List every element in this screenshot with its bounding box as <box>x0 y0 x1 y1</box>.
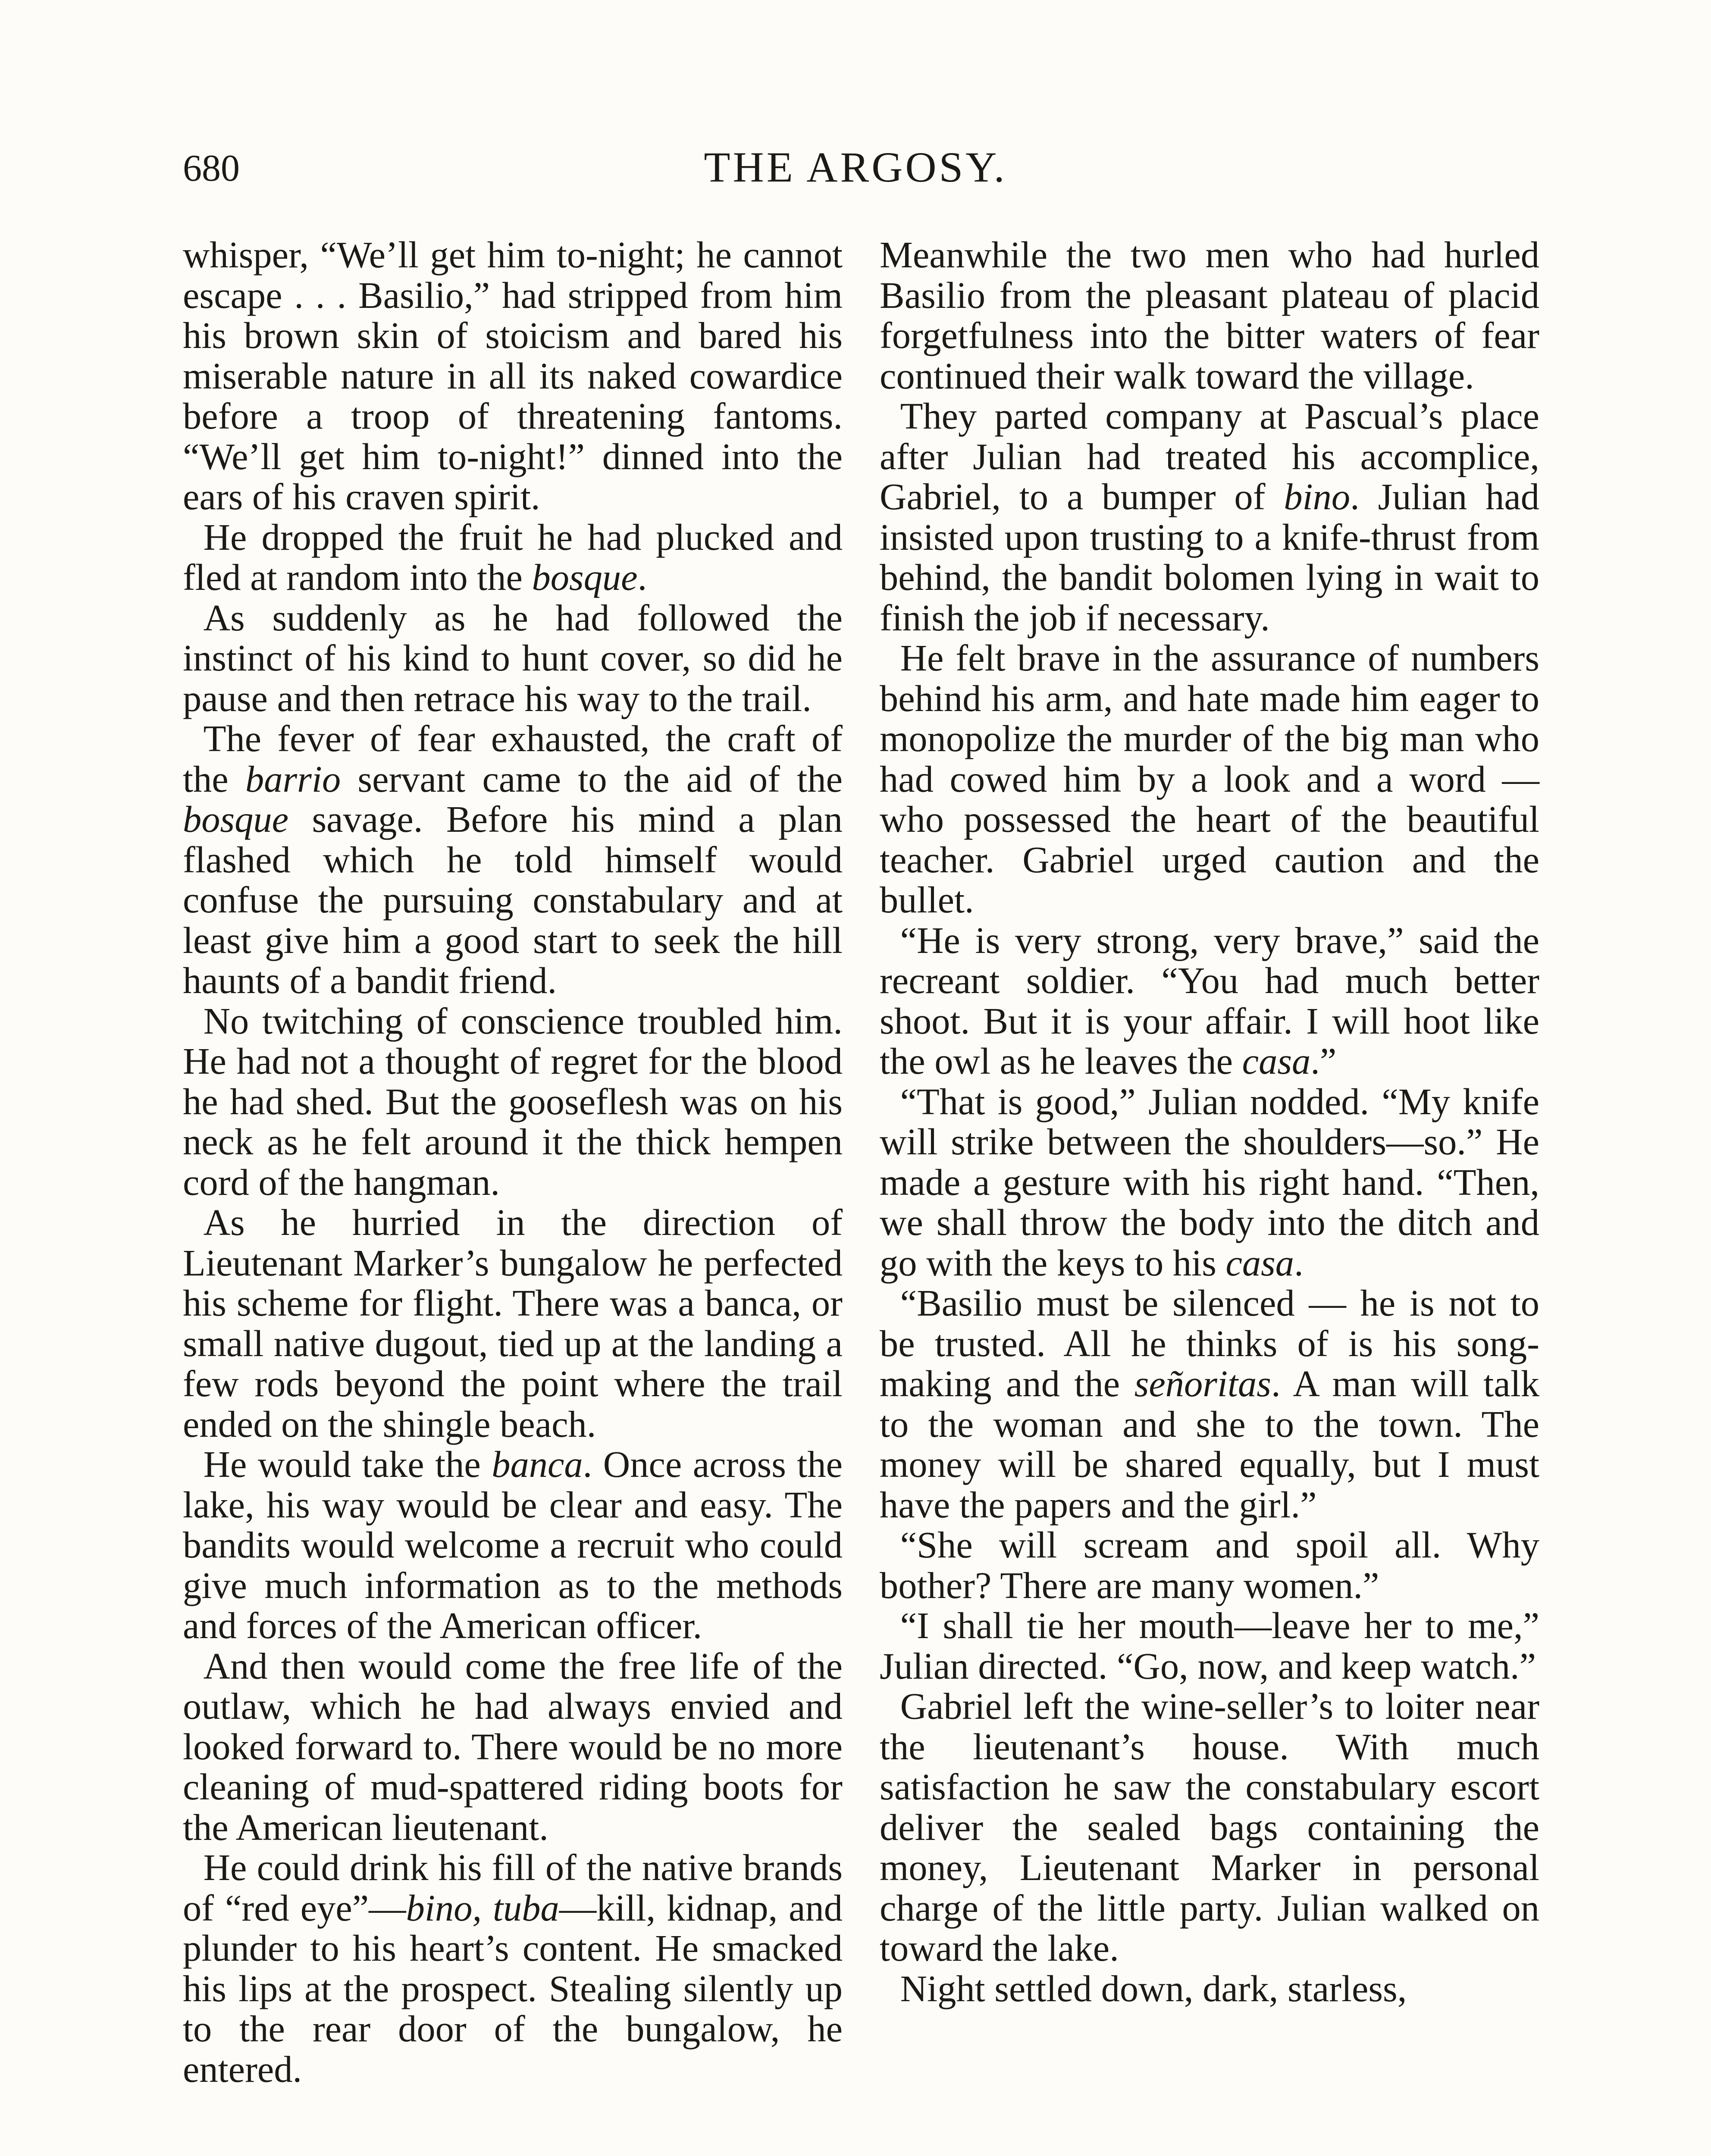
paragraph: He felt brave in the assurance of numbers behind his arm, and hate made him eager to monopolize the murder of the big man who had cowed him by a look and a word — who possessed the heart of the beautiful teacher. Gabriel urged caution and the bullet. <box>880 637 1539 921</box>
paragraph: As suddenly as he had followed the instinct of his kind to hunt cover, so did he pause and then retrace his way to the trail. <box>183 597 843 719</box>
paragraph: Meanwhile the two men who had hurled Basilio from the pleasant plateau of placid forgetfulness into the bitter waters of fear continued their walk toward the village. <box>880 234 1539 397</box>
paragraph: Gabriel left the wine-seller’s to loiter near the lieutenant’s house. With much satisfaction he saw the constabulary escort deliver the sealed bags containing the money, Lieutenant Marker in personal charge of the little party. Julian walked on toward the lake. <box>880 1686 1539 1969</box>
paragraph: “Basilio must be silenced — he is not to be trusted. All he thinks of is his song-making and the señoritas. A man will talk to the woman and she to the town. The money will be shared equally, but I must have the papers and the girl.” <box>880 1282 1539 1526</box>
paragraph: “He is very strong, very brave,” said the recreant soldier. “You had much better shoot. But it is your affair. I will hoot like the owl as he leaves the casa.” <box>880 919 1539 1082</box>
paragraph: No twitching of conscience troubled him. He had not a thought of regret for the blood he had shed. But the gooseflesh was on his neck as he felt around it the thick hempen cord of the hangman. <box>183 1000 843 1203</box>
paragraph: He could drink his fill of the native brands of “red eye”—bino, tuba—kill, kidnap, and plunder to his heart’s content. He smacked his lips at the prospect. Stealing silently up to the rear door of the bungalow, he entered. <box>183 1847 843 2090</box>
running-head: THE ARGOSY. <box>704 143 1007 191</box>
paragraph: The fever of fear exhausted, the craft of the barrio servant came to the aid of the bosque savage. Before his mind a plan flashed which he told himself would confuse the pursuing constabulary and at least give him a good start to seek the hill haunts of a bandit friend. <box>183 718 843 1001</box>
left-column <box>183 235 843 2090</box>
page-header <box>0 143 1711 203</box>
right-column <box>880 235 1539 2009</box>
paragraph: They parted company at Pascual’s place after Julian had treated his accomplice, Gabriel, to a bumper of bino. Julian had insisted upon trusting to a knife-thrust from behind, the bandit bolomen lying in wait to finish the job if necessary. <box>880 395 1539 639</box>
paragraph: whisper, “We’ll get him to-night; he cannot escape . . . Basilio,” had stripped from him his brown skin of stoicism and bared his miserable nature in all its naked cowardice before a troop of threatening fantoms. “We’ll get him to-night!” dinned into the ears of his craven spirit. <box>183 234 843 517</box>
paragraph: And then would come the free life of the outlaw, which he had always envied and looked forward to. There would be no more cleaning of mud-spattered riding boots for the American lieutenant. <box>183 1645 843 1848</box>
page-number: 680 <box>183 147 240 189</box>
paragraph: “That is good,” Julian nodded. “My knife will strike between the shoulders—so.” He made a gesture with his right hand. “Then, we shall throw the body into the ditch and go with the keys to his casa. <box>880 1081 1539 1284</box>
paragraph: “She will scream and spoil all. Why bother? There are many women.” <box>880 1524 1539 1606</box>
paragraph: Night settled down, dark, starless, <box>900 1968 1407 2009</box>
paragraph: “I shall tie her mouth—leave her to me,” Julian directed. “Go, now, and keep watch.” <box>880 1605 1539 1687</box>
paragraph: He dropped the fruit he had plucked and fled at random into the bosque. <box>183 516 843 598</box>
paragraph: He would take the banca. Once across the lake, his way would be clear and easy. The bandits would welcome a recruit who could give much information as to the methods and forces of the American officer. <box>183 1444 843 1646</box>
paragraph: As he hurried in the direction of Lieutenant Marker’s bungalow he perfected his scheme for flight. There was a banca, or small native dugout, tied up at the landing a few rods beyond the point where the trail ended on the shingle beach. <box>183 1202 843 1445</box>
